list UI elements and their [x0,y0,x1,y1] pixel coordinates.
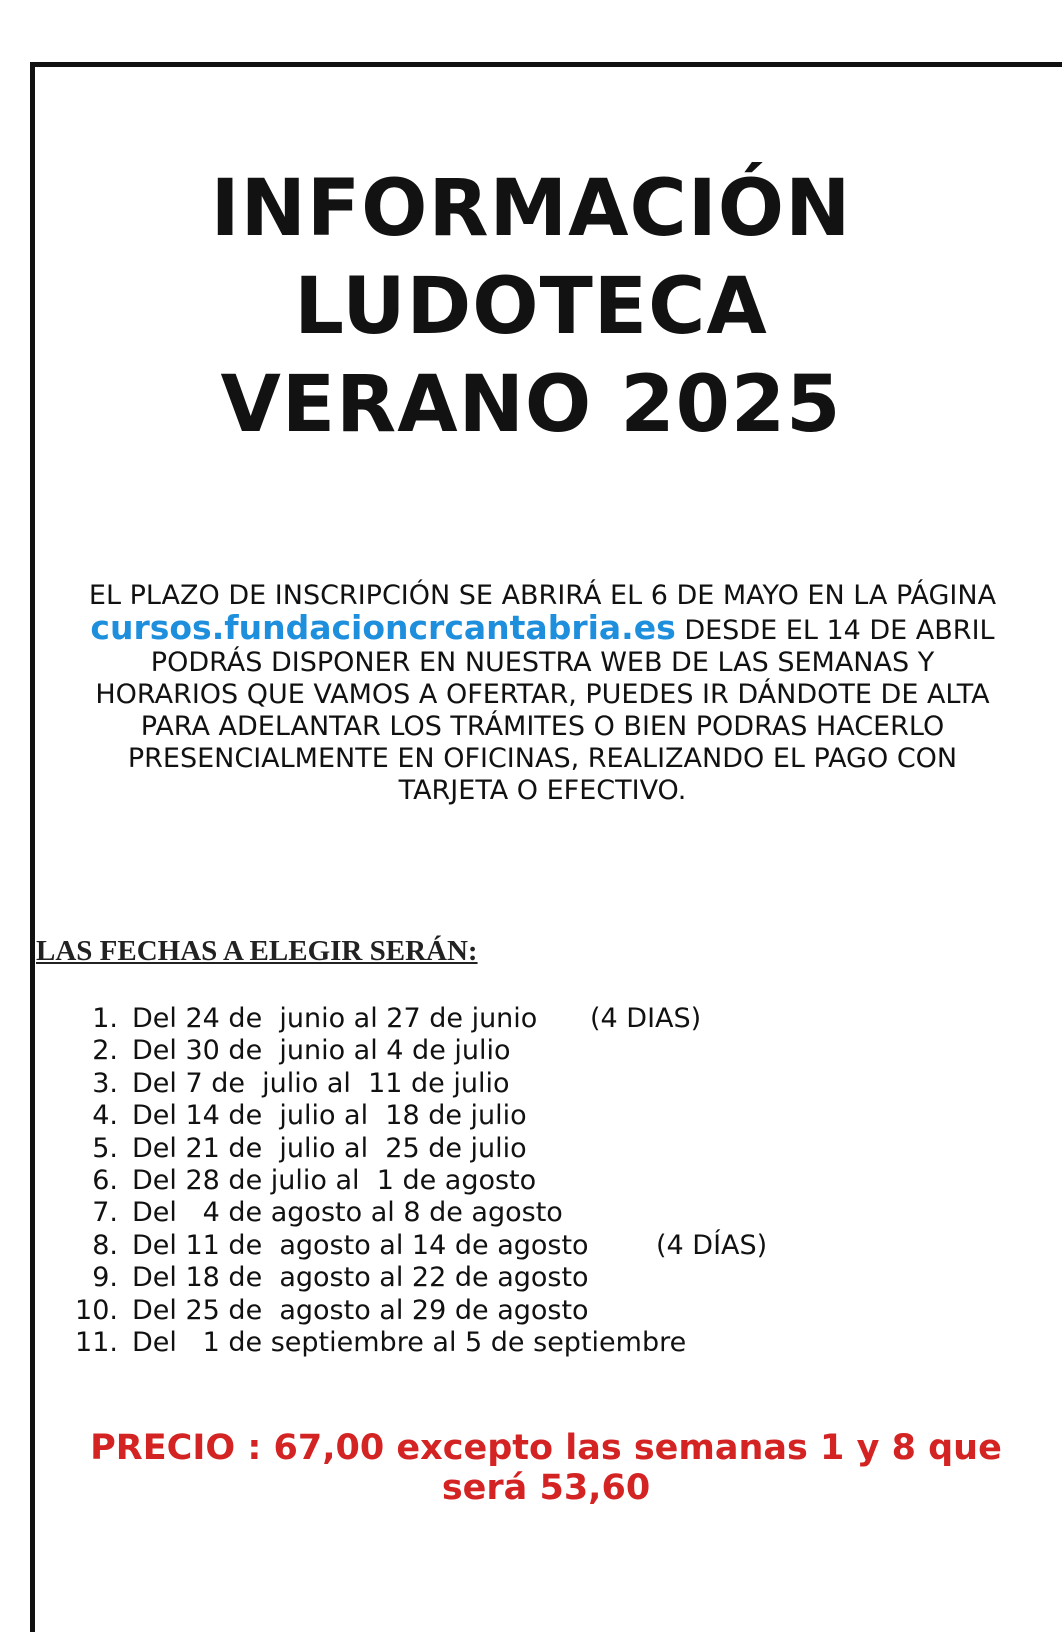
title-line-1: INFORMACIÓN [210,164,852,254]
price-info [40,1428,1052,1508]
date-item-range: Del 25 de agosto al 29 de agosto [132,1294,589,1326]
date-item [52,1197,686,1229]
date-item-range: Del 1 de septiembre al 5 de septiembre [132,1326,687,1358]
date-item-number: 9. [92,1262,118,1294]
date-item-number: 11. [75,1326,118,1358]
intro-line-2 [40,608,1045,647]
intro-line-2-rest: DESDE EL 14 DE ABRIL [675,615,995,646]
date-item [52,1035,686,1067]
date-item-range: Del 18 de agosto al 22 de agosto [132,1262,589,1294]
date-item-range: Del 11 de agosto al 14 de agosto [132,1229,589,1261]
date-item-number: 8. [92,1229,118,1261]
date-item [52,1262,686,1294]
date-item-range: Del 14 de julio al 18 de julio [132,1100,527,1132]
title-line-3: VERANO 2025 [220,360,842,450]
date-item-note: (4 DÍAS) [656,1229,768,1261]
title-line-2: LUDOTECA [294,262,768,352]
date-item-range: Del 7 de julio al 11 de julio [132,1067,510,1099]
intro-line-6: PRESENCIALMENTE EN OFICINAS, REALIZANDO EL PAGO CON [127,743,958,774]
date-item-number: 2. [92,1035,118,1067]
date-item-range: Del 4 de agosto al 8 de agosto [132,1197,563,1229]
intro-line-5: PARA ADELANTAR LOS TRÁMITES O BIEN PODRAS HACERLO [140,711,945,742]
registration-info [40,580,1045,807]
date-item-number: 3. [92,1067,118,1099]
date-item [52,1133,686,1165]
date-item-number: 6. [92,1164,118,1196]
date-item [52,1003,702,1035]
date-item-range: Del 24 de junio al 27 de junio [132,1003,538,1034]
intro-line-7: TARJETA O EFECTIVO. [398,775,687,806]
date-item-number: 7. [92,1197,118,1229]
date-item [52,1165,686,1197]
price-line-2: será 53,60 [441,1468,651,1508]
date-item-range: Del 30 de junio al 4 de julio [132,1035,511,1067]
date-item-number: 5. [92,1132,118,1164]
date-item-number: 1. [92,1003,118,1034]
dates-heading: LAS FECHAS A ELEGIR SERÁN: [36,935,478,967]
date-item-number: 10. [75,1294,118,1326]
date-item-note: (4 DIAS) [590,1003,702,1034]
date-item [52,1327,686,1359]
date-item [52,1100,686,1132]
intro-line-3: PODRÁS DISPONER EN NUESTRA WEB DE LAS SEMANAS Y [150,647,935,678]
date-item [52,1229,768,1262]
intro-line-4: HORARIOS QUE VAMOS A OFERTAR, PUEDES IR DÁNDOTE DE ALTA [95,679,990,710]
website-link[interactable]: cursos.fundacioncrcantabria.es [90,608,676,647]
intro-line-1: EL PLAZO DE INSCRIPCIÓN SE ABRIRÁ EL 6 DE MAYO EN LA PÁGINA [88,580,997,611]
dates-list [52,1003,768,1359]
price-line-1: PRECIO : 67,00 excepto las semanas 1 y 8 que [90,1428,1002,1468]
date-item-range: Del 21 de julio al 25 de julio [132,1132,527,1164]
date-item [52,1295,686,1327]
date-item-number: 4. [92,1100,118,1132]
date-item [52,1068,686,1100]
date-item-range: Del 28 de julio al 1 de agosto [132,1164,537,1196]
